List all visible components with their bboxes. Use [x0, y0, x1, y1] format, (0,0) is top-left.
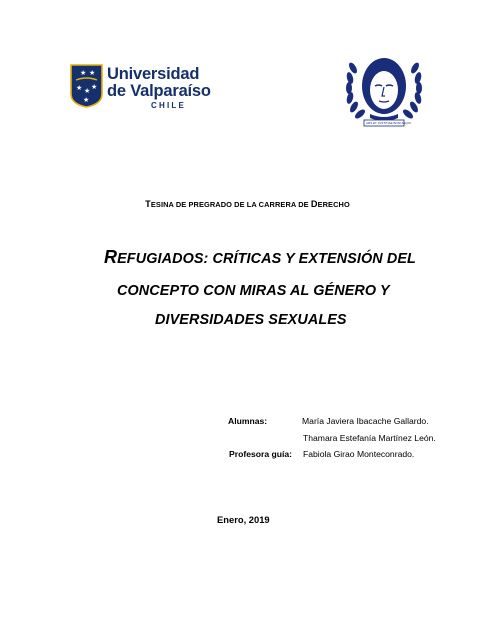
- university-wordmark: [107, 65, 211, 111]
- thesis-title-line1: [104, 247, 416, 268]
- svg-text:★: ★: [80, 69, 87, 77]
- thesis-title-line2: CONCEPTO CON MIRAS AL GÉNERO Y: [117, 283, 390, 299]
- university-country: CHILE: [151, 101, 186, 110]
- thesis-subtitle: [0, 199, 489, 209]
- subtitle-initial-t: T: [145, 199, 151, 209]
- students-label: Alumnas:: [228, 416, 268, 426]
- university-shield-icon: [70, 64, 103, 108]
- document-date: Enero, 2019: [217, 514, 270, 525]
- svg-text:★: ★: [91, 83, 98, 91]
- svg-text:★: ★: [84, 87, 91, 95]
- advisor-name: Fabiola Girao Monteconrado.: [303, 449, 415, 459]
- seal-banner-text: ARS ET JUSTITIAE BONI AEQUI: [366, 121, 411, 125]
- thesis-title-line3: DIVERSIDADES SEXUALES: [155, 312, 347, 328]
- student-name-2: Thamara Estefanía Martínez León.: [303, 433, 436, 443]
- subtitle-initial-d: D: [310, 199, 318, 209]
- advisor-label: Profesora guía:: [229, 449, 293, 459]
- svg-text:★: ★: [83, 96, 90, 104]
- university-name-line2: de Valparaíso: [107, 82, 211, 100]
- svg-text:★: ★: [76, 84, 83, 92]
- title-initial-r: R: [104, 247, 118, 267]
- university-name-line1: Universidad: [107, 65, 200, 83]
- title-line1-text: EFUGIADOS: CRÍTICAS Y EXTENSIÓN DEL: [117, 251, 416, 267]
- subtitle-part2: ERECHO: [317, 200, 350, 209]
- faculty-seal-icon: [344, 54, 424, 130]
- subtitle-part1: ESINA DE PREGRADO DE LA CARRERA DE: [150, 200, 311, 209]
- svg-text:★: ★: [89, 69, 96, 77]
- university-logo: [70, 64, 211, 114]
- student-name-1: María Javiera Ibacache Gallardo.: [302, 416, 429, 426]
